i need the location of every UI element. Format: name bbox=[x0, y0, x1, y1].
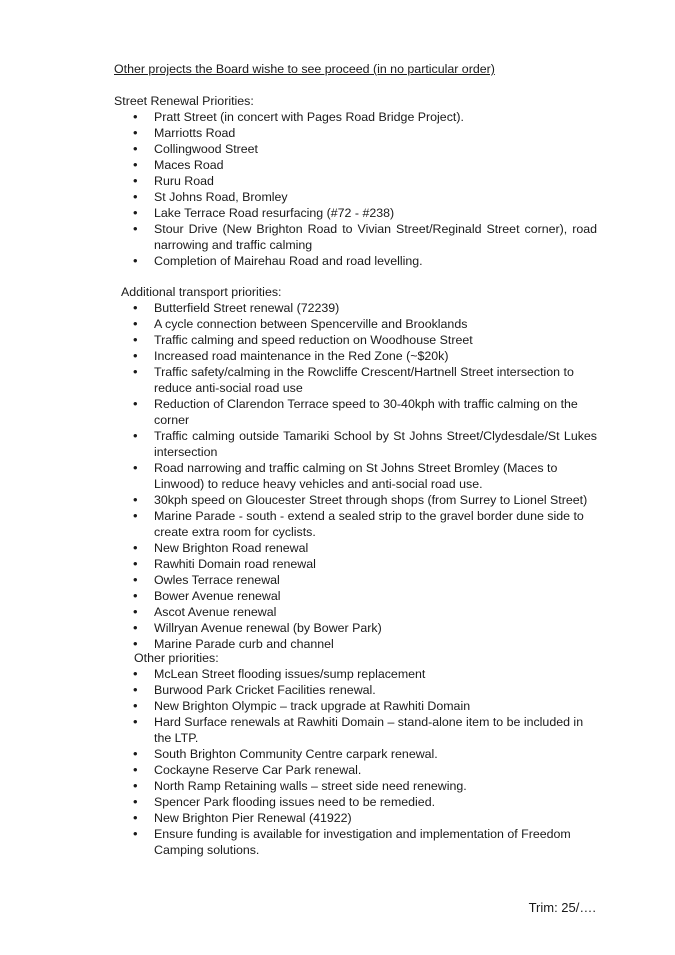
list-item: • A cycle connection between Spencerville and Brooklands bbox=[132, 316, 597, 332]
list-item: • Willryan Avenue renewal (by Bower Park) bbox=[132, 620, 597, 636]
list-item: • Maces Road bbox=[132, 157, 597, 173]
other-priorities-list bbox=[132, 666, 597, 858]
page-heading: Other projects the Board wishe to see proceed (in no particular order) bbox=[114, 62, 495, 76]
list-item: • Traffic safety/calming in the Rowcliffe Crescent/Hartnell Street intersection to reduce anti-social road use bbox=[132, 364, 597, 396]
list-item: • Marine Parade curb and channel bbox=[132, 636, 597, 652]
list-item: • 30kph speed on Gloucester Street through shops (from Surrey to Lionel Street) bbox=[132, 492, 597, 508]
list-item: • Traffic calming outside Tamariki School by St Johns Street/Clydesdale/St Lukes intersection bbox=[132, 428, 597, 460]
list-item: • Rawhiti Domain road renewal bbox=[132, 556, 597, 572]
list-item: • South Brighton Community Centre carpark renewal. bbox=[132, 746, 597, 762]
list-item: • Ascot Avenue renewal bbox=[132, 604, 597, 620]
list-item: • Owles Terrace renewal bbox=[132, 572, 597, 588]
list-item: • Burwood Park Cricket Facilities renewal. bbox=[132, 682, 597, 698]
list-item: • Bower Avenue renewal bbox=[132, 588, 597, 604]
list-item: • Lake Terrace Road resurfacing (#72 - #238) bbox=[132, 205, 597, 221]
list-item: • Completion of Mairehau Road and road levelling. bbox=[132, 253, 597, 269]
list-item: • Road narrowing and traffic calming on St Johns Street Bromley (Maces to Linwood) to reduce heavy vehicles and anti-social road use. bbox=[132, 460, 597, 492]
list-item: • Spencer Park flooding issues need to be remedied. bbox=[132, 794, 597, 810]
list-item: • St Johns Road, Bromley bbox=[132, 189, 597, 205]
transport-list bbox=[132, 300, 597, 652]
street-renewal-list bbox=[132, 109, 597, 269]
list-item: • Marriotts Road bbox=[132, 125, 597, 141]
list-item: • New Brighton Olympic – track upgrade at Rawhiti Domain bbox=[132, 698, 597, 714]
list-item: • Collingwood Street bbox=[132, 141, 597, 157]
list-item: • Reduction of Clarendon Terrace speed to 30-40kph with traffic calming on the corner bbox=[132, 396, 597, 428]
list-item: • New Brighton Road renewal bbox=[132, 540, 597, 556]
list-item: • Cockayne Reserve Car Park renewal. bbox=[132, 762, 597, 778]
other-priorities-label: Other priorities: bbox=[134, 651, 219, 665]
list-item: • Marine Parade - south - extend a sealed strip to the gravel border dune side to create extra room for cyclists. bbox=[132, 508, 597, 540]
list-item: • Ensure funding is available for investigation and implementation of Freedom Camping solutions. bbox=[132, 826, 597, 858]
transport-label: Additional transport priorities: bbox=[121, 285, 282, 299]
list-item: • Pratt Street (in concert with Pages Road Bridge Project). bbox=[132, 109, 597, 125]
list-item: • North Ramp Retaining walls – street side need renewing. bbox=[132, 778, 597, 794]
list-item: • Ruru Road bbox=[132, 173, 597, 189]
list-item: • McLean Street flooding issues/sump replacement bbox=[132, 666, 597, 682]
street-renewal-label: Street Renewal Priorities: bbox=[114, 94, 254, 108]
list-item: • Butterfield Street renewal (72239) bbox=[132, 300, 597, 316]
list-item: • Stour Drive (New Brighton Road to Vivian Street/Reginald Street corner), road narrowing and traffic calming bbox=[132, 221, 597, 253]
list-item: • Traffic calming and speed reduction on Woodhouse Street bbox=[132, 332, 597, 348]
list-item: • Increased road maintenance in the Red Zone (~$20k) bbox=[132, 348, 597, 364]
trim-reference: Trim: 25/…. bbox=[528, 900, 596, 915]
list-item: • Hard Surface renewals at Rawhiti Domain – stand-alone item to be included in the LTP. bbox=[132, 714, 597, 746]
list-item: • New Brighton Pier Renewal (41922) bbox=[132, 810, 597, 826]
